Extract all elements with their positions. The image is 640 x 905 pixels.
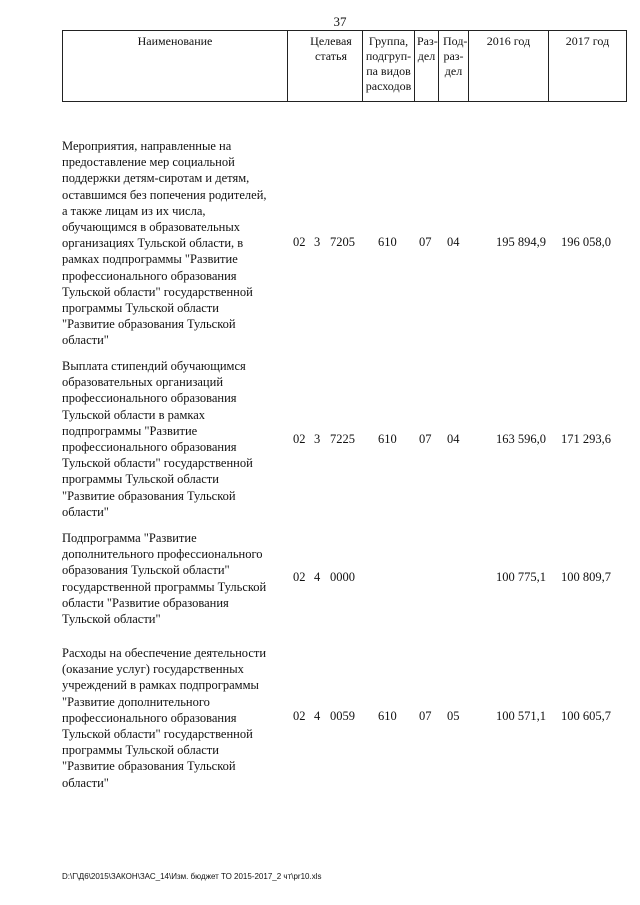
file-path-footer: D:\Г\Д6\2015\ЗАКОН\ЗАС_14\Изм. бюджет ТО 2015-2017_2 чт\pr10.xls: [62, 872, 322, 881]
section: 07: [419, 432, 432, 446]
target-article-program: 02: [293, 432, 306, 446]
subsection: 04: [447, 432, 460, 446]
section: 07: [419, 709, 432, 723]
expense-group: 610: [378, 432, 397, 446]
header-2017: 2017 год: [565, 34, 610, 48]
amount-2016: 195 894,9: [496, 235, 546, 249]
row-name: Расходы на обеспечение деятельности (оказание услуг) государственных учреждений в рамках подпрограммы "Развитие дополнительного профессионального образования Тульской области" государственной программы Тульской области "Развитие образования Тульской области": [62, 646, 267, 790]
amount-2016: 163 596,0: [496, 432, 546, 446]
target-article-code: 7205: [330, 235, 355, 249]
target-article-code: 0059: [330, 709, 355, 723]
target-article-program: 02: [293, 235, 306, 249]
amount-2017: 171 293,6: [561, 432, 611, 446]
header-name: Наименование: [63, 31, 288, 101]
header-subsection: Под-раз-дел: [439, 31, 469, 101]
subsection: 05: [447, 709, 460, 723]
target-article-code: 7225: [330, 432, 355, 446]
header-section: Раз-дел: [415, 31, 439, 101]
amount-2017: 196 058,0: [561, 235, 611, 249]
target-article-subprogram: 4: [314, 709, 321, 723]
target-article-subprogram: 4: [314, 570, 321, 584]
row-name: Подпрограмма "Развитие дополнительного профессионального образования Тульской области" государственной программы Тульской области "Развитие образования Тульской области": [62, 531, 267, 627]
amount-2017: 100 605,7: [561, 709, 611, 723]
amount-2016: 100 571,1: [496, 709, 546, 723]
row-name: Выплата стипендий обучающимся образовательных организаций профессионального образования Тульской области в рамках подпрограммы "Развитие профессионального образования Тульской области" государственной программы Тульской области "Развитие образования Тульской области": [62, 359, 253, 519]
target-article-program: 02: [293, 570, 306, 584]
table-row: [62, 138, 627, 348]
header-expense-group: Группа, подгруп-па видов расходов: [363, 31, 415, 101]
table-header: [62, 30, 627, 102]
table-row: [62, 358, 627, 523]
section: 07: [419, 235, 432, 249]
table-row: [62, 645, 627, 795]
subsection: 04: [447, 235, 460, 249]
target-article-subprogram: 3: [314, 235, 321, 249]
amount-2017: 100 809,7: [561, 570, 611, 584]
header-2016: 2016 год: [469, 31, 549, 101]
page-number: 37: [333, 14, 347, 29]
target-article-program: 02: [293, 709, 306, 723]
header-target-article: Целевая статья: [288, 31, 363, 101]
amount-2016: 100 775,1: [496, 570, 546, 584]
row-name: Мероприятия, направленные на предоставление мер социальной поддержки детям-сиротам и детям, оставшимся без попечения родителей, а также лицам из их числа, обучающимся в образовательных организациях Тульской области, в рамках подпрограммы "Развитие профессионального образования Тульской области" государственной программы Тульской области "Развитие образования Тульской области": [62, 139, 267, 348]
target-article-code: 0000: [330, 570, 355, 584]
expense-group: 610: [378, 235, 397, 249]
target-article-subprogram: 3: [314, 432, 321, 446]
table-row: [62, 530, 627, 630]
expense-group: 610: [378, 709, 397, 723]
